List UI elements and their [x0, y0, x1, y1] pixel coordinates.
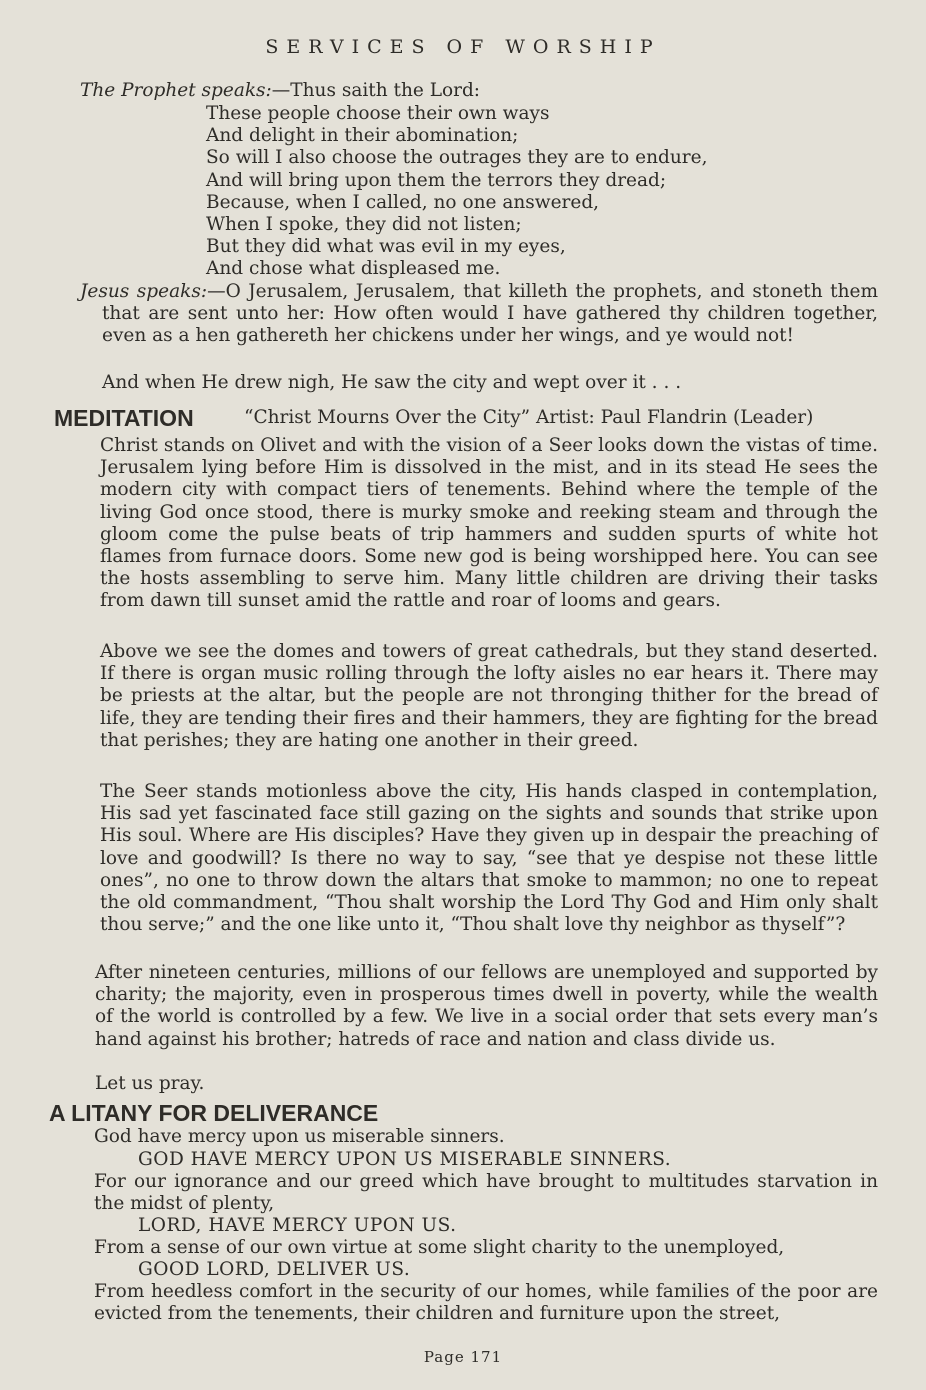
meditation-paragraph: The Seer stands motionless above the city, His hands clasped in contemplation, His sad yet fascinated face still gazing on the sights and sounds that strike upon His soul. Where are His disciples? Have they given up in despair the preaching of love and goodwill? Is there no way to say, “see that ye despise not these little ones”, no one to throw down the altars that smoke to mammon; no one to repeat the old commandment, “Thou shalt worship the Lord Thy God and Him only shalt thou serve;” and the one like unto it, “Thou shalt love thy neighbor as thyself”? [100, 781, 878, 936]
litany-response: LORD, HAVE MERCY UPON US. [138, 1215, 457, 1236]
running-head: SERVICES OF WORSHIP [265, 36, 661, 58]
meditation-paragraph: Christ stands on Olivet and with the vision of a Seer looks down the vistas of time. Jerusalem lying before Him is dissolved in the mist, and in its stead He sees the modern city with compact tiers of tenements. Behind where the temple of the living God once stood, there is murky smoke and reeking steam and through the gloom come the pulse beats of trip hammers and sudden spurts of white hot flames from furnace doors. Some new god is being worshipped here. You can see the hosts assembling to serve him. Many little children are driving their tasks from dawn till sunset amid the rattle and roar of looms and gears. [100, 435, 878, 612]
jesus-speaks-paragraph [80, 281, 878, 348]
verse-line: Because, when I called, no one answered, [206, 191, 600, 213]
verse-line: And will bring upon them the terrors they dread; [206, 169, 667, 191]
prophet-verse [206, 103, 707, 281]
verse-line: So will I also choose the outrages they are to endure, [206, 147, 708, 169]
jesus-followup: And when He drew nigh, He saw the city and wept over it . . . [102, 372, 682, 393]
litany-line: For our ignorance and our greed which have brought to multitudes starvation in the midst of plenty, [94, 1171, 878, 1215]
litany-line: From a sense of our own virtue at some slight charity to the unemployed, [94, 1237, 785, 1258]
prophet-intro: —Thus saith the Lord: [271, 80, 481, 101]
verse-line: These people choose their own ways [206, 103, 550, 124]
prophet-intro-line [80, 80, 480, 102]
meditation-paragraph: Above we see the domes and towers of great cathedrals, but they stand deserted. If there is organ music rolling through the lofty aisles no ear hears it. There may be priests at the altar, but the people are not thronging thither for the bread of life, they are tending their fires and their hammers, they are fighting for the bread that perishes; they are hating one another in their greed. [100, 641, 878, 751]
prophet-speaker: The Prophet speaks: [80, 80, 272, 101]
meditation-byline: “Christ Mourns Over the City” Artist: Paul Flandrin (Leader) [244, 407, 814, 428]
verse-line: But they did what was evil in my eyes, [206, 236, 566, 258]
jesus-text: —O Jerusalem, Jerusalem, that killeth the prophets, and stoneth them that are sent unto her: How often would I have gathered thy children together, even as a hen gathereth her chickens under her wings, and ye would not! [102, 281, 878, 347]
litany-line: God have mercy upon us miserable sinners. [94, 1126, 505, 1147]
litany-response: GOOD LORD, DELIVER US. [138, 1259, 411, 1280]
verse-line: When I spoke, they did not listen; [206, 214, 522, 236]
verse-line: And chose what displeased me. [206, 258, 501, 280]
verse-line: And delight in their abomination; [206, 125, 519, 147]
meditation-closing: Let us pray. [95, 1073, 205, 1094]
litany-heading: A LITANY FOR DELIVERANCE [49, 1100, 379, 1126]
meditation-paragraph: After nineteen centuries, millions of our fellows are unemployed and supported by charity; the majority, even in prosperous times dwell in poverty, while the wealth of the world is controlled by a few. We live in a social order that sets every man’s hand against his brother; hatreds of race and nation and class divide us. [95, 962, 878, 1050]
meditation-heading: MEDITATION [54, 405, 194, 431]
litany-line: From heedless comfort in the security of our homes, while families of the poor are evicted from the tenements, their children and furniture upon the street, [94, 1281, 878, 1325]
litany-response: GOD HAVE MERCY UPON US MISERABLE SINNERS. [138, 1149, 672, 1170]
page-number: Page 171 [423, 1348, 503, 1366]
jesus-speaker: Jesus speaks: [80, 281, 208, 302]
